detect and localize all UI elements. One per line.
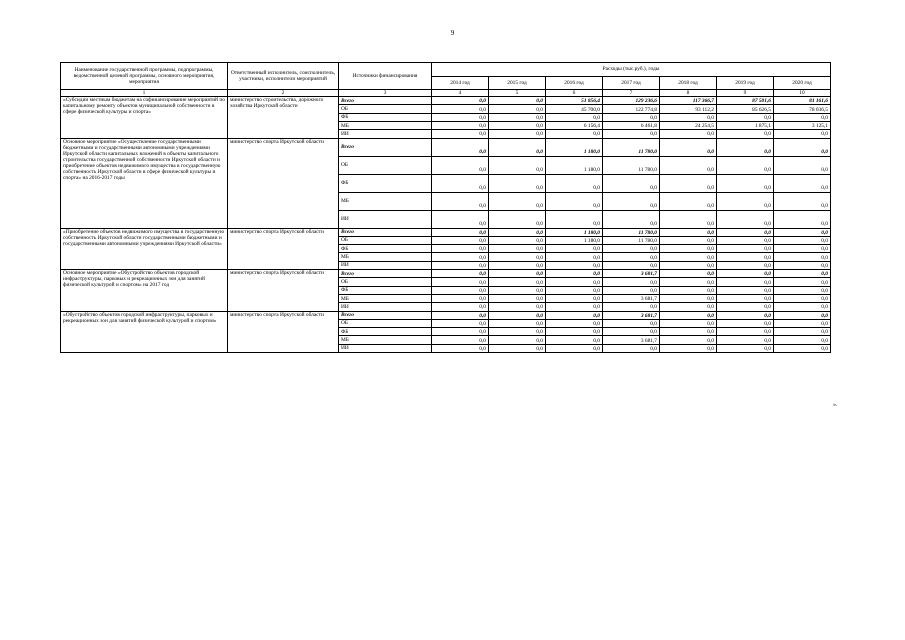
expense-value: 0,0 — [660, 210, 717, 228]
expense-value: 93 112,2 — [660, 105, 717, 113]
expense-value: 3 681,7 — [603, 294, 660, 302]
expense-value: 0,0 — [717, 174, 774, 192]
expense-value: 0,0 — [660, 303, 717, 311]
funding-source: ИИ — [339, 210, 432, 228]
expense-value: 51 856,4 — [546, 97, 603, 105]
expense-value: 0,0 — [546, 192, 603, 210]
expense-value: 0,0 — [603, 174, 660, 192]
expense-value: 0,0 — [660, 344, 717, 352]
expense-value: 0,0 — [603, 245, 660, 253]
expense-value: 0,0 — [432, 344, 489, 352]
expense-value: 11 780,0 — [603, 138, 660, 156]
funding-source: ФБ — [339, 245, 432, 253]
expense-value: 0,0 — [660, 261, 717, 269]
expense-value: 0,0 — [489, 270, 546, 278]
funding-source: Всего — [339, 270, 432, 278]
header-year: 2018 год — [660, 77, 717, 90]
funding-source: Всего — [339, 311, 432, 319]
expense-value: 0,0 — [546, 303, 603, 311]
expense-value: 0,0 — [660, 336, 717, 344]
funding-source: МБ — [339, 294, 432, 302]
funding-source: ОБ — [339, 156, 432, 174]
expense-value: 0,0 — [660, 236, 717, 244]
expense-value: 0,0 — [546, 253, 603, 261]
expense-value: 0,0 — [603, 113, 660, 121]
expense-value: 0,0 — [774, 319, 831, 327]
expense-value: 0,0 — [717, 286, 774, 294]
column-number: 10 — [774, 90, 831, 97]
funding-source: ФБ — [339, 174, 432, 192]
expense-value: 0,0 — [603, 344, 660, 352]
funding-source: ИИ — [339, 130, 432, 138]
expense-value: 0,0 — [603, 261, 660, 269]
expense-value: 0,0 — [660, 253, 717, 261]
expense-value: 0,0 — [603, 130, 660, 138]
expense-value: 0,0 — [774, 278, 831, 286]
expense-value: 0,0 — [432, 121, 489, 129]
expense-value: 0,0 — [432, 130, 489, 138]
expense-value: 0,0 — [489, 192, 546, 210]
header-year: 2014 год — [432, 77, 489, 90]
column-number: 1 — [61, 90, 228, 97]
expense-value: 0,0 — [660, 138, 717, 156]
expense-value: 0,0 — [717, 261, 774, 269]
expense-value: 11 780,0 — [603, 156, 660, 174]
responsible-executor: министерство спорта Иркутской области — [228, 228, 339, 269]
expense-value: 0,0 — [489, 228, 546, 236]
funding-source: МБ — [339, 336, 432, 344]
expense-value: 0,0 — [774, 210, 831, 228]
expense-value: 0,0 — [660, 286, 717, 294]
expense-value: 0,0 — [774, 270, 831, 278]
table-row-total — [61, 311, 831, 319]
expense-value: 0,0 — [603, 210, 660, 228]
expense-value: 0,0 — [603, 328, 660, 336]
expense-value: 0,0 — [546, 174, 603, 192]
expense-value: 0,0 — [603, 286, 660, 294]
expense-value: 0,0 — [546, 294, 603, 302]
table-row-total — [61, 138, 831, 156]
expense-value: 0,0 — [489, 97, 546, 105]
table-row-total — [61, 97, 831, 105]
expense-value: 0,0 — [432, 245, 489, 253]
expense-value: 0,0 — [489, 303, 546, 311]
funding-source: ОБ — [339, 319, 432, 327]
header-executor: Ответственный исполнитель, соисполнитель, участники, исполнители мероприятий — [228, 63, 339, 90]
expense-value: 0,0 — [774, 156, 831, 174]
expense-value: 0,0 — [546, 311, 603, 319]
expense-value: 0,0 — [432, 236, 489, 244]
expense-value: 0,0 — [603, 192, 660, 210]
expense-value: 78 036,5 — [774, 105, 831, 113]
measure-name: «Приобретение объектов недвижимого имущества в государственную собственность Иркутской области государственными бюджетными и государственными автономными учреждениями Иркутской области» — [61, 228, 228, 269]
funding-source: ОБ — [339, 105, 432, 113]
funding-source: МБ — [339, 121, 432, 129]
expense-value: 0,0 — [717, 336, 774, 344]
expense-value: 1 180,0 — [546, 156, 603, 174]
expense-value: 0,0 — [489, 130, 546, 138]
expense-value: 0,0 — [717, 294, 774, 302]
header-name: Наименование государственной программы, подпрограммы, ведомственной целевой программы, основного мероприятия, мероприятия — [61, 63, 228, 90]
expense-value: 0,0 — [774, 311, 831, 319]
expense-value: 0,0 — [717, 245, 774, 253]
expense-value: 0,0 — [432, 286, 489, 294]
expense-value: 0,0 — [717, 138, 774, 156]
column-number: 4 — [432, 90, 489, 97]
expense-value: 0,0 — [432, 336, 489, 344]
funding-source: МБ — [339, 192, 432, 210]
expense-value: 3 681,7 — [603, 270, 660, 278]
funding-source: ИИ — [339, 261, 432, 269]
column-number: 9 — [717, 90, 774, 97]
expense-value: 0,0 — [660, 156, 717, 174]
expense-value: 0,0 — [660, 174, 717, 192]
expense-value: 0,0 — [717, 228, 774, 236]
expense-value: 0,0 — [432, 311, 489, 319]
expense-value: 0,0 — [774, 174, 831, 192]
expense-value: 11 780,0 — [603, 236, 660, 244]
header-year: 2020 год — [774, 77, 831, 90]
expense-value: 0,0 — [774, 286, 831, 294]
expense-value: 0,0 — [603, 278, 660, 286]
expense-value: 0,0 — [603, 303, 660, 311]
funding-source: Всего — [339, 97, 432, 105]
expense-value: 0,0 — [432, 261, 489, 269]
expense-value: 6 461,8 — [603, 121, 660, 129]
expense-value: 0,0 — [717, 311, 774, 319]
expense-value: 3 125,1 — [774, 121, 831, 129]
expense-value: 3 681,7 — [603, 311, 660, 319]
expense-value: 0,0 — [546, 278, 603, 286]
expense-value: 85 626,5 — [717, 105, 774, 113]
expense-value: 0,0 — [489, 261, 546, 269]
expense-value: 0,0 — [774, 236, 831, 244]
expense-value: 0,0 — [489, 210, 546, 228]
expense-value: 0,0 — [432, 294, 489, 302]
header-year: 2019 год — [717, 77, 774, 90]
expense-value: 117 366,7 — [660, 97, 717, 105]
expense-value: 0,0 — [546, 245, 603, 253]
expense-value: 0,0 — [489, 156, 546, 174]
expense-value: 0,0 — [660, 270, 717, 278]
expense-value: 0,0 — [660, 311, 717, 319]
expense-value: 0,0 — [546, 319, 603, 327]
expense-value: 0,0 — [774, 253, 831, 261]
page-number: 9 — [450, 29, 455, 37]
expense-value: 0,0 — [717, 192, 774, 210]
funding-source: Всего — [339, 138, 432, 156]
expense-value: 0,0 — [717, 156, 774, 174]
funding-source: ИИ — [339, 303, 432, 311]
measure-name: «Обустройство объектов городской инфраструктуры, парковых и рекреационных зон для занятий физической культурой и спортом» — [61, 311, 228, 352]
expense-value: 81 161,6 — [774, 97, 831, 105]
expense-value: 0,0 — [660, 113, 717, 121]
expense-value: 0,0 — [489, 174, 546, 192]
expense-value: 0,0 — [489, 278, 546, 286]
expense-value: 0,0 — [489, 138, 546, 156]
expense-value: 0,0 — [489, 311, 546, 319]
expense-value: 1 180,0 — [546, 228, 603, 236]
expense-value: 0,0 — [660, 130, 717, 138]
expense-value: 0,0 — [603, 319, 660, 327]
expense-value: 0,0 — [774, 294, 831, 302]
expense-value: 0,0 — [546, 286, 603, 294]
expense-value: 0,0 — [774, 245, 831, 253]
expense-value: 0,0 — [717, 270, 774, 278]
expense-value: 0,0 — [489, 113, 546, 121]
header-source: Источники финансирования — [339, 63, 432, 90]
expense-value: 0,0 — [774, 228, 831, 236]
expense-value: 0,0 — [717, 344, 774, 352]
expense-value: 24 254,5 — [660, 121, 717, 129]
expense-value: 1 180,0 — [546, 138, 603, 156]
expense-value: 0,0 — [717, 236, 774, 244]
expense-value: 0,0 — [546, 270, 603, 278]
expense-value: 0,0 — [546, 336, 603, 344]
expense-value: 0,0 — [717, 253, 774, 261]
expense-value: 0,0 — [546, 261, 603, 269]
expense-value: 0,0 — [489, 105, 546, 113]
expense-value: 0,0 — [432, 253, 489, 261]
expense-value: 0,0 — [432, 156, 489, 174]
funding-source: МБ — [339, 253, 432, 261]
expense-value: 0,0 — [660, 192, 717, 210]
expense-value: 0,0 — [432, 328, 489, 336]
expense-value: 0,0 — [432, 210, 489, 228]
expense-value: 0,0 — [774, 303, 831, 311]
expense-value: 0,0 — [432, 278, 489, 286]
closing-quote-mark: ». — [833, 402, 838, 408]
expense-value: 0,0 — [489, 294, 546, 302]
table-body — [61, 97, 831, 353]
expense-value: 0,0 — [660, 228, 717, 236]
table-row-total — [61, 270, 831, 278]
expense-value: 0,0 — [774, 113, 831, 121]
responsible-executor: министерство спорта Иркутской области — [228, 270, 339, 311]
responsible-executor: министерство спорта Иркутской области — [228, 138, 339, 228]
expense-value: 0,0 — [432, 319, 489, 327]
expense-value: 0,0 — [717, 210, 774, 228]
expense-value: 129 236,6 — [603, 97, 660, 105]
expense-value: 0,0 — [546, 113, 603, 121]
expense-value: 0,0 — [717, 130, 774, 138]
expense-value: 87 501,6 — [717, 97, 774, 105]
expense-value: 0,0 — [489, 253, 546, 261]
expense-value: 6 156,4 — [546, 121, 603, 129]
expense-value: 0,0 — [774, 138, 831, 156]
column-number: 7 — [603, 90, 660, 97]
expense-value: 0,0 — [660, 328, 717, 336]
expense-value: 0,0 — [546, 328, 603, 336]
column-number: 8 — [660, 90, 717, 97]
expense-value: 45 700,0 — [546, 105, 603, 113]
column-number: 6 — [546, 90, 603, 97]
header-expenses: Расходы (тыс.руб.), годы — [432, 63, 831, 77]
expense-value: 0,0 — [546, 210, 603, 228]
funding-source: ФБ — [339, 113, 432, 121]
expense-value: 0,0 — [717, 328, 774, 336]
measure-name: «Субсидии местным бюджетам на софинансирование мероприятий по капитальному ремонту объектов муниципальной собственности в сфере физической культуры и спорта» — [61, 97, 228, 138]
expense-value: 0,0 — [546, 344, 603, 352]
expense-value: 0,0 — [717, 278, 774, 286]
expense-value: 0,0 — [774, 192, 831, 210]
expense-value: 0,0 — [489, 121, 546, 129]
expense-value: 11 780,0 — [603, 228, 660, 236]
expense-value: 0,0 — [489, 236, 546, 244]
expense-value: 0,0 — [489, 336, 546, 344]
expense-value: 122 774,8 — [603, 105, 660, 113]
budget-table — [60, 62, 831, 353]
funding-source: Всего — [339, 228, 432, 236]
expense-value: 0,0 — [432, 138, 489, 156]
expense-value: 0,0 — [432, 113, 489, 121]
table-row-total — [61, 228, 831, 236]
expense-value: 0,0 — [660, 294, 717, 302]
measure-name: Основное мероприятие «Осуществление государственными бюджетными и государственными автономными учреждениями Иркутской области капитальных вложений в объекты капитального строительства государственной собственности Иркутской области и приобретение объектов недвижимого имущества в государственную собственность Иркутской области в сфере физической культуры и спорта» на 2016-2017 годы — [61, 138, 228, 228]
responsible-executor: министерство строительства, дорожного хозяйства Иркутской области — [228, 97, 339, 138]
expense-value: 0,0 — [432, 192, 489, 210]
expense-value: 0,0 — [489, 319, 546, 327]
expense-value: 0,0 — [489, 328, 546, 336]
column-numbers-row — [61, 90, 831, 97]
expense-value: 0,0 — [717, 303, 774, 311]
expense-value: 0,0 — [489, 344, 546, 352]
expense-value: 0,0 — [432, 174, 489, 192]
expense-value: 0,0 — [432, 228, 489, 236]
expense-value: 0,0 — [660, 278, 717, 286]
funding-source: ФБ — [339, 286, 432, 294]
header-year: 2017 год — [603, 77, 660, 90]
header-year: 2016 год — [546, 77, 603, 90]
expense-value: 0,0 — [774, 344, 831, 352]
funding-source: ОБ — [339, 236, 432, 244]
expense-value: 1 180,0 — [546, 236, 603, 244]
expense-value: 0,0 — [717, 319, 774, 327]
expense-value: 3 681,7 — [603, 336, 660, 344]
expense-value: 0,0 — [717, 113, 774, 121]
measure-name: Основное мероприятие «Обустройство объектов городской инфраструктуры, парковых и рекреационных зон для занятий физической культурой и спортом» на 2017 год — [61, 270, 228, 311]
expense-value: 0,0 — [432, 105, 489, 113]
funding-source: ОБ — [339, 278, 432, 286]
responsible-executor: министерство спорта Иркутской области — [228, 311, 339, 352]
expense-value: 0,0 — [774, 336, 831, 344]
expense-value: 0,0 — [660, 319, 717, 327]
expense-value: 1 875,1 — [717, 121, 774, 129]
expense-value: 0,0 — [774, 261, 831, 269]
expense-value: 0,0 — [774, 328, 831, 336]
column-number: 3 — [339, 90, 432, 97]
column-number: 5 — [489, 90, 546, 97]
expense-value: 0,0 — [774, 130, 831, 138]
expense-value: 0,0 — [489, 245, 546, 253]
expense-value: 0,0 — [603, 253, 660, 261]
expense-value: 0,0 — [546, 130, 603, 138]
expense-value: 0,0 — [660, 245, 717, 253]
expense-value: 0,0 — [489, 286, 546, 294]
funding-source: ФБ — [339, 328, 432, 336]
expense-value: 0,0 — [432, 97, 489, 105]
expense-value: 0,0 — [432, 303, 489, 311]
funding-source: ИИ — [339, 344, 432, 352]
expense-value: 0,0 — [432, 270, 489, 278]
header-year: 2015 год — [489, 77, 546, 90]
column-number: 2 — [228, 90, 339, 97]
